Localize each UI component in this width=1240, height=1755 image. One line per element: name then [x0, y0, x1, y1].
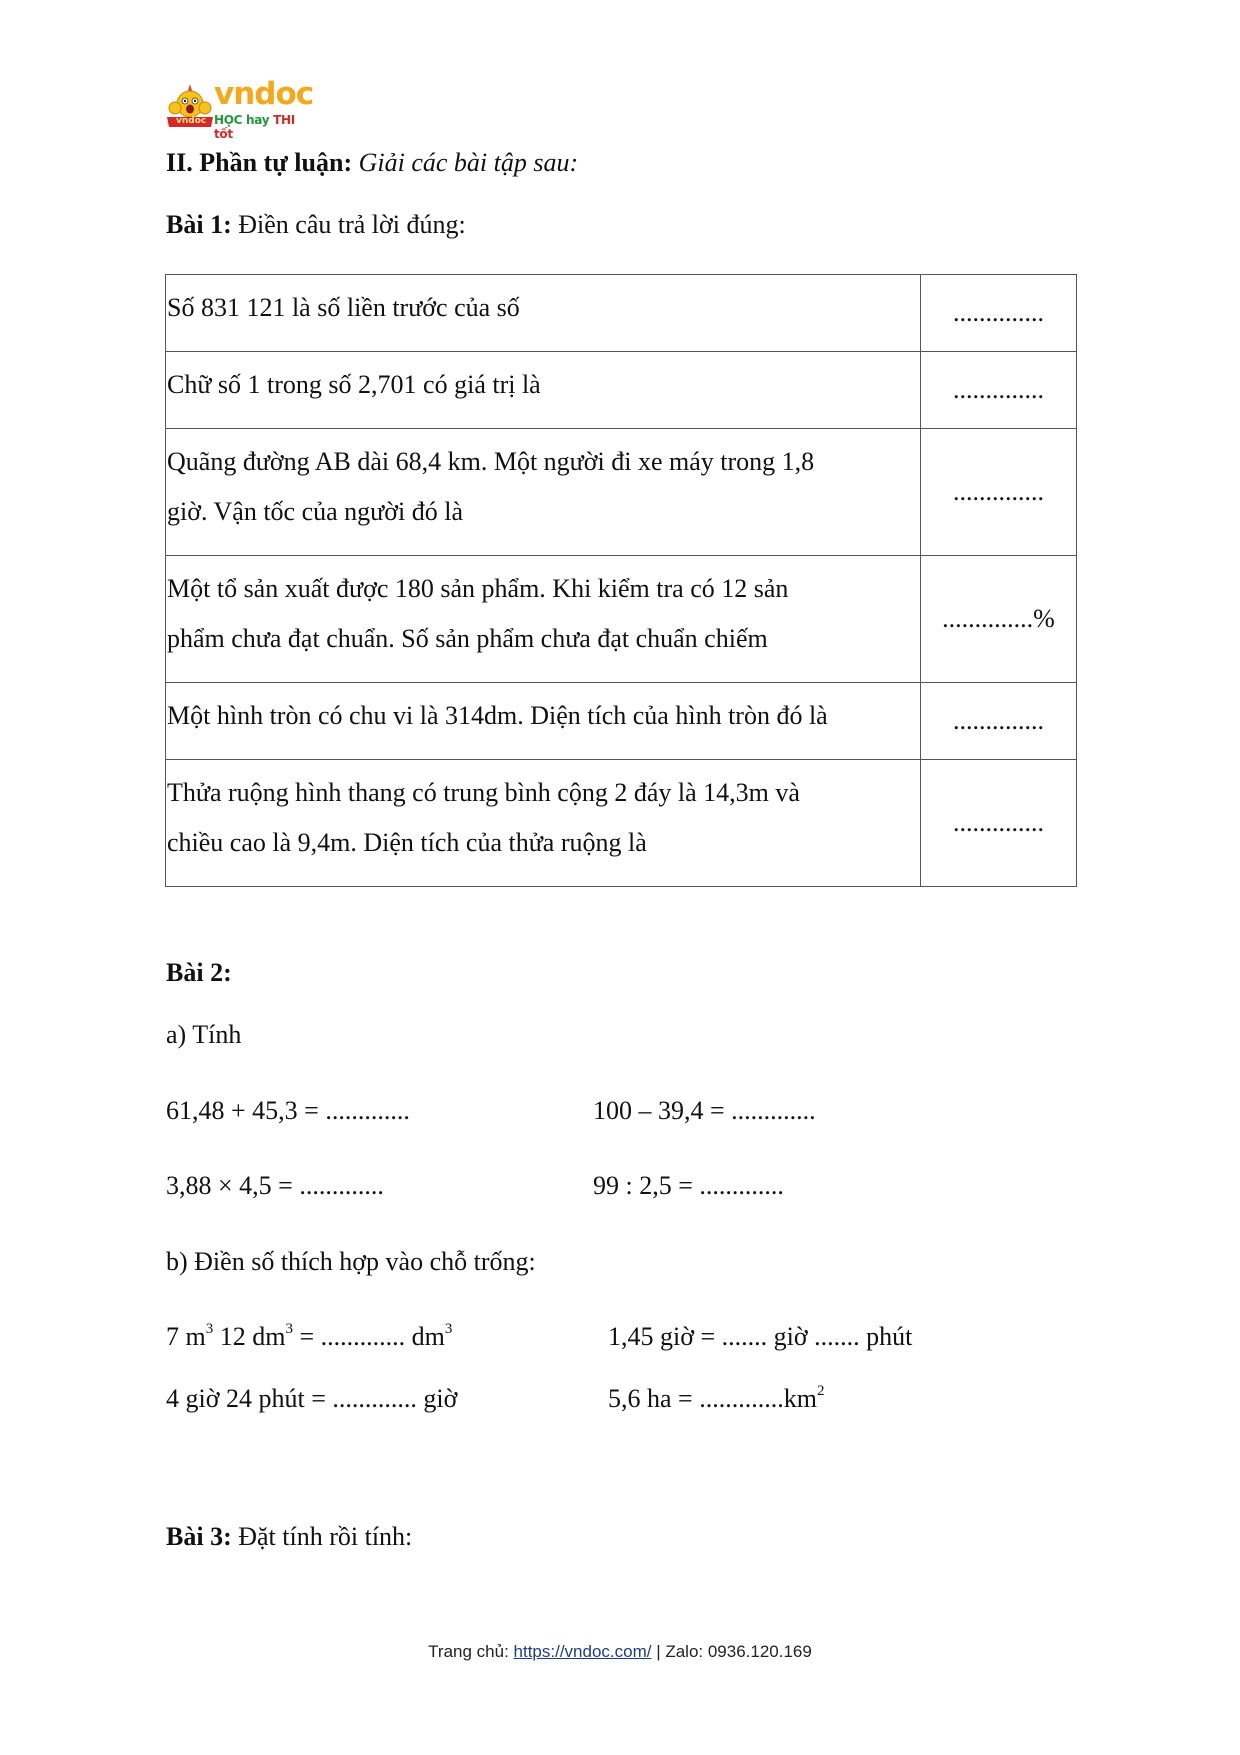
homepage-link[interactable]: https://vndoc.com/	[513, 1642, 652, 1661]
bai2-part-a-label: a) Tính	[166, 1020, 242, 1049]
question-line: Một tổ sản xuất được 180 sản phẩm. Khi kiểm tra có 12 sản	[167, 574, 789, 603]
bai3-label: Bài 3:	[166, 1522, 232, 1551]
logo-tagline-green: HỌC hay	[214, 113, 270, 127]
fill-item-area	[608, 1384, 824, 1414]
answer-blank[interactable]: ..............	[921, 275, 1077, 352]
superscript: 2	[816, 1383, 825, 1399]
footer-contact: | Zalo: 0936.120.169	[651, 1642, 812, 1661]
bai3-instruction: Đặt tính rồi tính:	[238, 1522, 413, 1551]
section-subtitle: Giải các bài tập sau:	[358, 148, 579, 177]
calc-item: 100 – 39,4 = .............	[593, 1096, 816, 1125]
superscript: 3	[444, 1321, 453, 1337]
question-cell	[166, 760, 921, 887]
superscript: 3	[285, 1321, 293, 1337]
question-cell	[166, 556, 921, 683]
logo-tagline-red: THI tốt	[214, 113, 295, 141]
bai1-instruction: Điền câu trả lời đúng:	[238, 210, 466, 239]
fill-text: 7 m	[166, 1322, 206, 1351]
answer-blank-percent[interactable]: ..............%	[921, 556, 1077, 683]
calc-item: 61,48 + 45,3 = .............	[166, 1096, 410, 1125]
answer-blank[interactable]: ..............	[921, 429, 1077, 556]
question-line: Thửa ruộng hình thang có trung bình cộng 2 đáy là 14,3m và	[167, 778, 800, 807]
bai1-table	[165, 274, 1077, 887]
table-row	[166, 429, 1077, 556]
fill-text: 12 dm	[213, 1322, 286, 1351]
table-row	[166, 275, 1077, 352]
page-footer	[0, 1642, 1240, 1662]
bai1-heading	[166, 210, 466, 240]
question-cell: Một hình tròn có chu vi là 314dm. Diện tích của hình tròn đó là	[166, 683, 921, 760]
bai2-label: Bài 2:	[166, 958, 232, 987]
section-title: II. Phần tự luận:	[166, 148, 353, 177]
table-row	[166, 556, 1077, 683]
question-cell	[166, 429, 921, 556]
question-line: giờ. Vận tốc của người đó là	[167, 497, 463, 526]
calc-item: 3,88 × 4,5 = .............	[166, 1171, 384, 1200]
logo-badge-text: vndoc	[176, 116, 207, 126]
calc-item: 99 : 2,5 = .............	[593, 1171, 784, 1200]
fill-text: = ............. dm	[292, 1322, 445, 1351]
fill-text: 5,6 ha = .............km	[608, 1384, 817, 1413]
vndoc-logo	[166, 76, 316, 141]
logo-brand-text: vndoc	[214, 76, 314, 112]
table-row	[166, 760, 1077, 887]
fill-item-volume	[166, 1322, 452, 1352]
table-row	[166, 683, 1077, 760]
question-cell: Số 831 121 là số liền trước của số	[166, 275, 921, 352]
table-row	[166, 352, 1077, 429]
question-line: phẩm chưa đạt chuẩn. Số sản phẩm chưa đạt chuẩn chiếm	[167, 624, 768, 653]
answer-blank[interactable]: ..............	[921, 760, 1077, 887]
superscript: 3	[205, 1321, 214, 1337]
logo-tagline	[214, 113, 316, 141]
fill-item-time: 1,45 giờ = ....... giờ ....... phút	[608, 1322, 913, 1351]
fill-item-hours: 4 giờ 24 phút = ............. giờ	[166, 1384, 458, 1413]
answer-blank[interactable]: ..............	[921, 683, 1077, 760]
bai3-heading	[166, 1522, 412, 1552]
bai1-label: Bài 1:	[166, 210, 232, 239]
question-line: Quãng đường AB dài 68,4 km. Một người đi xe máy trong 1,8	[167, 447, 815, 476]
footer-prefix: Trang chủ:	[428, 1642, 514, 1661]
question-line: chiều cao là 9,4m. Diện tích của thửa ruộng là	[167, 828, 647, 857]
section-heading	[166, 148, 578, 178]
question-cell: Chữ số 1 trong số 2,701 có giá trị là	[166, 352, 921, 429]
bai2-part-b-label: b) Điền số thích hợp vào chỗ trống:	[166, 1247, 536, 1276]
answer-blank[interactable]: ..............	[921, 352, 1077, 429]
